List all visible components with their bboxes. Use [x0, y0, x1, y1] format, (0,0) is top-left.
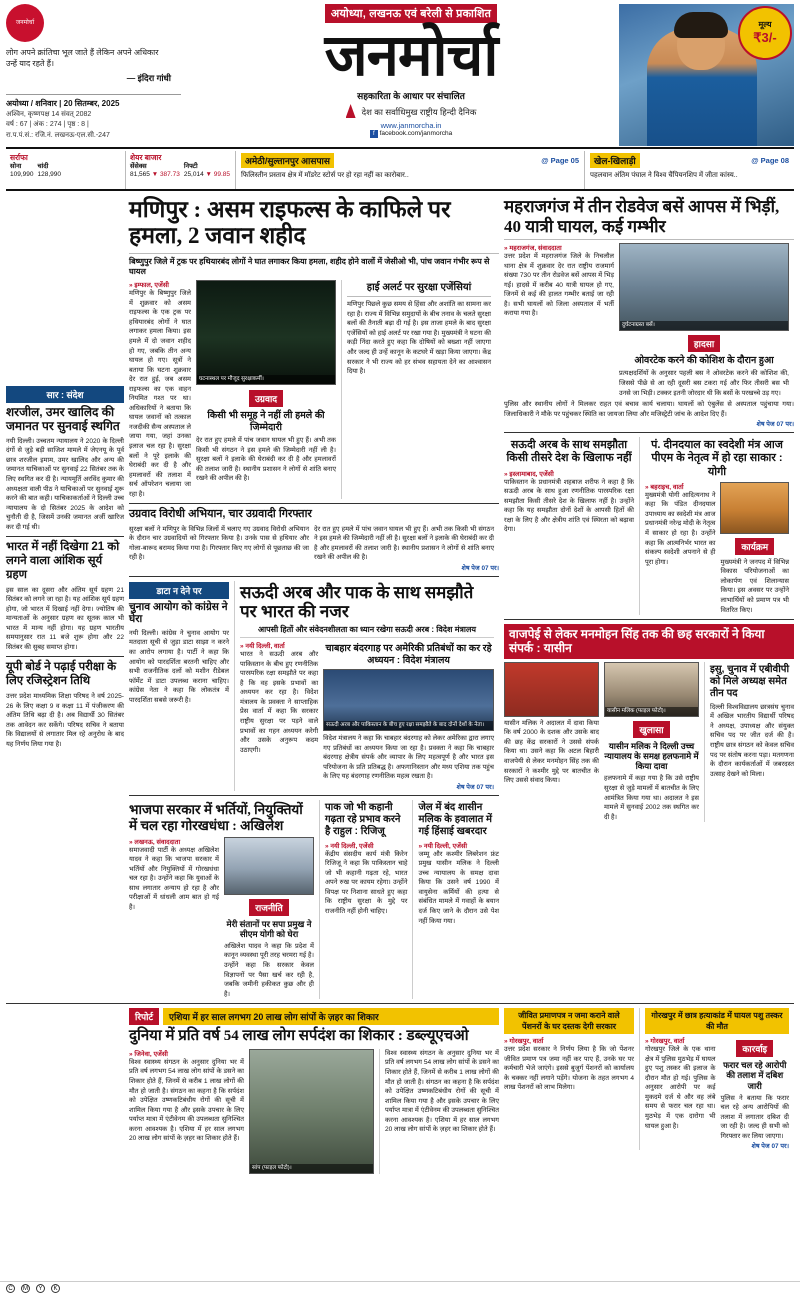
bottom-body: विश्व स्वास्थ्य संगठन के अनुसार दुनिया भर में प्रति वर्ष लगभग 54 लाख लोग सांपों के डसने का शिकार होते हैं, जिनमें से करीब 1 लाख लोगों की मौत हो जाती है। संगठन का कहना है कि सर्पदंश को उपेक्षित उष्णकटिबंधीय रोगों की सूची में शामिल किया गया है और इसके उपचार के लिए पर्याप्त मात्रा में एंटीवेनम की उपलब्धता सुनिश्चित करना आवश्यक है। एशिया में हर साल लगभग 20 लाख लोग सांपों के ज़हर का शिकार होते हैं।: [129, 1058, 244, 1143]
right-byline-1: » इस्लामाबाद, एजेंसी: [504, 470, 554, 478]
bottom-body-cont: विश्व स्वास्थ्य संगठन के अनुसार दुनिया भर में प्रति वर्ष लगभग 54 लाख लोग सांपों के डसने का शिकार होते हैं, जिनमें से करीब 1 लाख लोगों की मौत हो जाती है। संगठन का कहना है कि सर्पदंश को उपेक्षित उष्णकटिबंधीय रोगों की सूची में शामिल किया गया है और इसके उपचार के लिए पर्याप्त मात्रा में एंटीवेनम की उपलब्धता सुनिश्चित करना आवश्यक है। एशिया में हर साल लगभग 20 लाख लोग सांपों के ज़हर का शिकार होते हैं।: [385, 1049, 499, 1134]
right-lower: [504, 624, 794, 822]
ticker-right-page[interactable]: @ Page 08: [751, 156, 789, 165]
midlower-head-left[interactable]: भाजपा सरकार में भर्तियों, नियुक्तियों में चल रहा गोरखधंधा : अखिलेश: [129, 801, 303, 833]
mid-body-left: नयी दिल्ली। कांग्रेस ने चुनाव आयोग पर मतदाता सूची से जुड़ा डाटा साझा न करने का आरोप लगाया है। पार्टी ने कहा कि आयोग को पारदर्शिता बरतनी चाहिए और सभी राजनीतिक दलों को मशीन रीडेबल फॉर्मेट में डाटा उपलब्ध कराना चाहिए। कांग्रेस नेता ने कहा कि लोकतंत्र में पारदर्शिता सबसे जरूरी है।: [129, 629, 229, 704]
rightlower-kicker: खुलासा: [633, 721, 669, 738]
lead-sub2-body: सुरक्षा बलों ने मणिपुर के विभिन्न जिलों में चलाए गए उग्रवाद विरोधी अभियान के दौरान चार उग्रवादियों को गिरफ्तार किया है। उनके पास से हथियार और गोला-बारूद बरामद किया गया है। गिरफ्तार किए गए लोगों से पूछताछ की जा रही है।: [129, 525, 309, 562]
masthead-center: [196, 4, 626, 138]
lead-body: मणिपुर के बिष्णुपुर जिले में शुक्रवार को असम राइफल्स के एक ट्रक पर हथियारबंद लोगों ने घात लगाकर हमला किया। इस हमले में दो जवान शहीद हो गए, जबकि तीन अन्य घायल हो गए। सूत्रों ने बताया कि घटना शुक्रवार देर रात हुई, जब असम राइफल्स का एक वाहन नियमित गश्त पर था। अधिकारियों ने बताया कि घायल जवानों को तत्काल नजदीकी सैन्य अस्पताल ले जाया गया, जहां उनका इलाज चल रहा है। सुरक्षा बलों ने पूरे इलाके की घेराबंदी कर दी है और हमलावरों की तलाश में सर्च ऑपरेशन चलाया जा रहा है।: [129, 290, 192, 498]
rightlower-sub-body: हलफनामे में कहा गया है कि उसे राष्ट्रीय सुरक्षा से जुड़े मामलों में बातचीत के लिए आमंत्रित किया गया था। अदालत ने इस मामले में सुनवाई 2002 तक स्थगित कर दी है।: [604, 775, 699, 821]
page-title: जनमोर्चा: [324, 23, 498, 88]
left-kicker-1: सार : संदेश: [6, 386, 124, 403]
index-item: निफ्टी 25,014 ▼ 99.85: [183, 163, 231, 178]
bottom-col3-byline: » गोरखपुर, वार्ता: [645, 1038, 685, 1046]
mid-block: [129, 581, 499, 791]
mid-body-right: विदेश मंत्रालय ने कहा कि चाबहार बंदरगाह को लेकर अमेरिका द्वारा लगाए गए प्रतिबंधों का अध्ययन किया जा रहा है। प्रवक्ता ने कहा कि चाबहार बंदरगाह क्षेत्रीय संपर्क और व्यापार के लिए महत्वपूर्ण है और भारत इस परियोजना के प्रति प्रतिबद्ध है। अफगानिस्तान और मध्य एशिया तक पहुंच के लिए यह बंदरगाह रणनीतिक महत्व रखता है।: [323, 734, 494, 781]
snake-photo-caption: सांप (फाइल फोटो)।: [250, 1164, 373, 1173]
bottom-kicker: रिपोर्ट: [129, 1008, 159, 1025]
bottom-headline[interactable]: दुनिया में प्रति वर्ष 54 लाख लोग सर्पदंश का शिकार : डब्ल्यूएचओ: [129, 1028, 469, 1045]
facebook-icon: f: [370, 130, 378, 138]
yasin-photo-caption: यासीन मलिक (फाइल फोटो)।: [605, 707, 698, 716]
lead-sub2-body-cont: देर रात हुए हमले में पांच जवान घायल भी हुए हैं। अभी तक किसी भी संगठन ने इस हमले की जिम्मेदारी नहीं ली है। सुरक्षा बलों ने इलाके की घेराबंदी कर दी है और हमलावरों की तलाश जारी है। स्थानीय प्रशासन ने लोगों से शांति बनाए रखने की अपील की है।: [314, 525, 494, 562]
mid-head-left[interactable]: चुनाव आयोग को कांग्रेस ने घेरा: [129, 600, 228, 626]
mid-kicker-left: डाटा न देने पर: [129, 582, 229, 599]
ticker-right-text: पहलवान अंतिम पंघाल ने विश्व चैंपियनशिप में जीता कांस्य..: [590, 172, 738, 179]
bottom-tagline[interactable]: शेष पेज 07 पर।: [751, 1143, 789, 1151]
midlower-byline-mid: » नयी दिल्ली, एजेंसी: [325, 842, 374, 850]
midlower-body-mid2: जम्मू और कश्मीर लिबरेशन फ्रंट प्रमुख यासीन मलिक ने दिल्ली उच्च न्यायालय के समक्ष दावा किया कि उसने वर्ष 1990 में वायुसेना कर्मियों की हत्या से संबंधित मामले में गवाहों के बयान दर्ज किए जाने के दौरान उसे पेश नहीं किया गया।: [418, 850, 499, 925]
left-column: [6, 195, 124, 999]
lead-sub-headline[interactable]: किसी भी समूह ने नहीं ली हमले की जिम्मेदारी: [207, 410, 325, 433]
masthead-sub2: देश का सर्वाधिमुख राष्ट्रीय हिन्दी दैनिक: [361, 106, 477, 117]
right-column: [504, 195, 794, 999]
reg-mark-c: C: [6, 1284, 15, 1293]
masthead-strap: अयोध्या, लखनऊ एवं बरेली से प्रकाशित: [325, 4, 497, 23]
bottom-col3-kicker: कारर्वाइ: [736, 1040, 773, 1057]
mid-photo-caption: सऊदी अरब और पाकिस्तान के बीच हुए रक्षा समझौते के बाद दोनों देशों के नेता।: [324, 721, 493, 730]
masthead-left: [6, 4, 191, 141]
paper-logo-icon: जनमोर्चा: [6, 4, 44, 42]
mid-tagline[interactable]: शेष पेज 07 पर।: [456, 783, 494, 791]
lead-photo: [196, 280, 336, 385]
ticker-mid-page[interactable]: @ Page 05: [541, 156, 579, 165]
masthead-photo: [619, 4, 794, 146]
rightlower-sub-head[interactable]: यासीन मलिक ने दिल्ली उच्च न्यायालय के समक्ष हलफनामे में किया दावा: [604, 740, 699, 772]
ticker-right[interactable]: [584, 151, 794, 189]
rightlower-body-2: दिल्ली विश्वविद्यालय छात्रसंघ चुनाव में अखिल भारतीय विद्यार्थी परिषद ने अध्यक्ष, उपाध्यक्ष और संयुक्त सचिव पद पर जीत दर्ज की है। राष्ट्रीय छात्र संगठन को केवल सचिव पद पर संतोष करना पड़ा। मतगणना के दौरान कार्यकर्ताओं में जबरदस्त उत्साह देखने को मिला।: [710, 703, 794, 778]
bus-photo: [619, 243, 789, 331]
left-body-3: उत्तर प्रदेश माध्यमिक शिक्षा परिषद ने वर्ष 2025-26 के लिए कक्षा 9 व कक्षा 11 में पंजीकरण की अंतिम तिथि बढ़ा दी है। अब विद्यार्थी 30 सितंबर तक आवेदन कर सकेंगे। परिषद सचिव ने बताया कि विद्यालयों से लगातार मिल रहे अनुरोध के बाद यह निर्णय लिया गया है।: [6, 693, 124, 748]
topright-sub-head[interactable]: ओवरटेक करने की कोशिश के दौरान हुआ: [634, 355, 774, 367]
bottom-col2-body: उत्तर प्रदेश सरकार ने निर्णय लिया है कि जो पेंशनर जीवित प्रमाण पत्र जमा नहीं कर पाए हैं, उनके घर पर कर्मचारी भेजे जाएंगे। इससे बुजुर्ग पेंशनरों को कार्यालय के चक्कर नहीं लगाने पड़ेंगे। योजना के तहत लगभग 4 लाख पेंशनरों को लाभ मिलेगा।: [504, 1046, 634, 1092]
lead-box2-head[interactable]: हाई अलर्ट पर सुरक्षा एजेंसियां: [347, 282, 491, 297]
right-byline-2: » बहराइच, वार्ता: [645, 483, 684, 491]
topright-headline[interactable]: महराजगंज में तीन रोडवेज बसें आपस में भिड़ीं, 40 यात्री घायल, कई गम्भीर: [504, 197, 780, 236]
rightlower-banner: वाजपेई से लेकर मनमोहन सिंह तक की छह सरकारों ने किया संपर्क : यासीन: [504, 624, 794, 659]
rate-item: सोना 109,990: [10, 163, 34, 178]
right-body-1: पाकिस्तान के प्रधानमंत्री शहबाज शरीफ ने कहा है कि सऊदी अरब के साथ हुआ रणनीतिक पारस्परिक रक्षा समझौता किसी तीसरे देश के खिलाफ नहीं है। उन्होंने कहा कि यह समझौता दोनों देशों के आपसी हितों की रक्षा के लिए है और क्षेत्रीय शांति एवं स्थिरता को बढ़ावा देगा।: [504, 478, 634, 534]
left-headline-1[interactable]: शरजील, उमर खालिद की जमानत पर सुनवाई स्थगित: [6, 405, 120, 434]
rightlower-body: यासीन मलिक ने अदालत में दावा किया कि वर्ष 2000 के दशक और उसके बाद की छह केंद्र सरकारों ने उससे संपर्क किया था। उसने कहा कि अटल बिहारी वाजपेयी से लेकर मनमोहन सिंह तक की सरकारों ने कश्मीर मुद्दे पर बातचीत के लिए उससे संवाद किया।: [504, 719, 599, 785]
midlower-head-mid2[interactable]: जेल में बंद शासीन मलिक के हवालात में गई हिंसाई खबरदार: [418, 801, 493, 837]
masthead-quote: लोग अपने क्रांतिचा भूल जाते हैं लेकिन अपने अधिकार उन्हें याद रहते हैं।: [6, 48, 159, 68]
middle-column: [129, 195, 499, 999]
midlower-sub-head-left[interactable]: मेरी संतानों पर सपा प्रमुख ने सीएम योगी को घेरा: [226, 918, 312, 939]
flame-icon: [346, 104, 356, 118]
topright-tagline[interactable]: शेष पेज 07 पर।: [756, 421, 794, 429]
left-headline-3[interactable]: यूपी बोर्ड ने पढ़ाई परीक्षा के लिए रजिस्ट्रेशन तिथि: [6, 661, 117, 688]
dateline-panchang: अश्विन, कृष्णपक्ष 14 संवत् 2082: [6, 110, 92, 118]
lead-sub2-headline[interactable]: उग्रवाद विरोधी अभियान, चार उग्रवादी गिरफ्तार: [129, 508, 312, 521]
mid-lower: [129, 800, 499, 1000]
left-body-2: इस साल का दूसरा और अंतिम सूर्य ग्रहण 21 सितंबर को लगने जा रहा है। यह आंशिक सूर्य ग्रहण होगा, जो भारत में दिखाई नहीं देगा। ज्योतिष की मान्यताओं के अनुसार ग्रहण का सूतक काल भी भारत में मान्य नहीं होगा। यह ग्रहण भारतीय समयानुसार रात 11 बजे शुरू होगा और 22 सितंबर की सुबह समाप्त होगा।: [6, 586, 124, 651]
topright-kicker: हादसा: [688, 335, 720, 352]
ticker-mid[interactable]: [236, 151, 584, 189]
index-item: सेंसेक्स 81,565 ▼ 387.73: [130, 163, 180, 178]
lead-box2-body: मणिपुर पिछले कुछ समय से हिंसा और अशांति का सामना कर रहा है। राज्य में विभिन्न समुदायों के बीच तनाव के चलते सुरक्षा बलों की तैनाती बढ़ा दी गई है। इस ताजा हमले के बाद सुरक्षा एजेंसियों को हाई अलर्ट पर रखा गया है। मुख्यमंत्री ने घटना की कड़ी निंदा करते हुए कहा कि दोषियों को बख्शा नहीं जाएगा और जल्द ही उन्हें कानून के कटघरे में खड़ा किया जाएगा। केंद्र सरकार ने भी राज्य को हर संभव सहायता देने का आश्वासन दिया है।: [347, 301, 491, 376]
athlete-hair: [674, 12, 728, 38]
bottom-left: [129, 1008, 499, 1174]
bottom-right: [504, 1008, 794, 1174]
snake-photo: [249, 1049, 374, 1174]
bottom-section: [6, 1008, 794, 1174]
midlower-body-left: समाजवादी पार्टी के अध्यक्ष अखिलेश यादव ने कहा कि भाजपा सरकार में भर्तियों और नियुक्तियों में गोरखधंधा चल रहा है। उन्होंने कहा कि युवाओं के साथ लगातार अन्याय हो रहा है और परीक्षाओं में धांधली आम बात हो गई है।: [129, 846, 219, 911]
bottom-col2-byline: » गोरखपुर, वार्ता: [504, 1038, 544, 1046]
masthead-quote-author: — इंदिरा गांधी: [126, 72, 171, 83]
mid-deck-center: आपसी हितों और संवेदनशीलता का ध्यान रखेगा सऊदी अरब : विदेश मंत्रालय: [240, 625, 494, 638]
registration-marks: [0, 1281, 800, 1295]
lead-sub-kicker: उग्रवाद: [249, 390, 283, 407]
midlower-kicker-left: राजनीति: [249, 899, 288, 916]
right-body-2b: मुख्यमंत्री ने जनपद में विभिन्न विकास परियोजनाओं का लोकार्पण एवं शिलान्यास किया। इस अवसर पर उन्होंने लाभार्थियों को प्रमाण पत्र भी वितरित किए।: [720, 558, 789, 614]
mid-body-center: भारत ने सऊदी अरब और पाकिस्तान के बीच हुए रणनीतिक पारस्परिक रक्षा समझौते पर कहा है कि वह इसके प्रभावों का अध्ययन कर रहा है। विदेश मंत्रालय के प्रवक्ता ने साप्ताहिक प्रेस वार्ता में कहा कि सरकार राष्ट्रीय सुरक्षा पर पड़ने वाले प्रभावों का गहन अध्ययन करेगी और उसके अनुरूप कदम उठाएगी।: [240, 651, 319, 754]
bus-photo-caption: दुर्घटनाग्रस्त बसें।: [620, 321, 788, 330]
reg-mark-k: K: [51, 1284, 60, 1293]
mid-head-center[interactable]: सऊदी अरब और पाक के साथ समझौते पर भारत की नजर: [240, 582, 474, 622]
akhilesh-photo: [224, 837, 314, 895]
masthead-dateline: [6, 94, 181, 142]
lead-sub-body: देर रात हुए हमले में पांच जवान घायल भी हुए हैं। अभी तक किसी भी संगठन ने इस हमले की जिम्मेदारी नहीं ली है। सुरक्षा बलों ने इलाके की घेराबंदी कर दी है और हमलावरों की तलाश जारी है। स्थानीय प्रशासन ने लोगों से शांति बनाए रखने की अपील की है।: [196, 437, 336, 483]
reg-mark-m: M: [23, 1285, 28, 1292]
mid-photo: [323, 669, 494, 731]
right-block: [504, 437, 794, 615]
masthead: [6, 4, 794, 149]
dateline-city: अयोध्या / शनिवार | 20 सितम्बर, 2025: [6, 98, 120, 108]
topright-byline: » महराजगंज, संवाददाता: [504, 245, 562, 253]
midlower-byline-mid2: » नयी दिल्ली, एजेंसी: [418, 842, 468, 850]
masthead-sub: सहकारिता के आधार पर संचालित: [357, 91, 465, 101]
left-headline-2[interactable]: भारत में नहीं दिखेगा 21 को लगने वाला आंशिक सूर्य ग्रहण: [6, 541, 120, 581]
bottom-banner: एशिया में हर साल लगभग 20 लाख लोग सांपों के ज़हर का शिकार: [163, 1008, 499, 1025]
ticker-mid-head: अमेठी/सुल्तानपुर आसपास: [241, 153, 334, 168]
dateline-volume: वर्ष : 67 | अंक : 274 | पृष्ठ : 8 |: [6, 121, 89, 129]
rightlower-head-2[interactable]: इसु, चुनाव में एबीवीपी को मिले अध्यक्ष समेत तीन पद: [710, 663, 790, 699]
lead-photo-caption: घटनास्थल पर मौजूद सुरक्षाकर्मी।: [197, 375, 335, 384]
left-body-1: नयी दिल्ली। उच्चतम न्यायालय ने 2020 के दिल्ली दंगों से जुड़े बड़ी साजिश मामले में जेएनयू के पूर्व छात्र शरजील इमाम, उमर खालिद और अन्य की जमानत याचिकाओं पर सुनवाई 22 सितंबर तक के लिए स्थगित कर दी है। न्यायमूर्ति अरविंद कुमार की अध्यक्षता वाली पीठ ने याचिकाओं पर सुनवाई शुरू करने की बात कही। याचिकाकर्ताओं ने दिल्ली उच्च न्यायालय के दो सितंबर 2025 के आदेश को चुनौती दी है, जिसमें उनकी जमानत अर्जी खारिज कर दी गई थी।: [6, 437, 124, 531]
reg-mark-y: Y: [36, 1284, 45, 1293]
rate-item: चांदी 128,990: [37, 163, 61, 178]
facebook-link[interactable]: f facebook.com/janmorcha: [196, 130, 626, 138]
traffic-sign-photo: [504, 662, 599, 717]
bottom-col3-sub-body: पुलिस ने बताया कि फरार चल रहे अन्य आरोपियों की तलाश में लगातार दबिश दी जा रही है। जल्द ही सभी को गिरफ्तार कर लिया जाएगा।: [720, 1094, 789, 1140]
right-kicker-2: कार्यक्रम: [735, 538, 774, 555]
midlower-sub-body-left: अखिलेश यादव ने कहा कि प्रदेश में कानून व्यवस्था पूरी तरह चरमरा गई है। उन्होंने कहा कि सरकार केवल विज्ञापनों पर पैसा खर्च कर रही है, जबकि जमीनी हकीकत कुछ और ही है।: [224, 942, 314, 998]
bottom-col3-sub-head[interactable]: फरार चल रहे आरोपी की तलाश में दबिश जारी: [723, 1060, 787, 1091]
right-body-2: मुख्यमंत्री योगी आदित्यनाथ ने कहा कि पंडित दीनदयाल उपाध्याय का स्वदेशी मंत्र आज प्रधानमंत्री नरेन्द्र मोदी के नेतृत्व में साकार हो रहा है। उन्होंने कहा कि आत्मनिर्भर भारत का संकल्प स्वदेशी अपनाने से ही पूरा होगा।: [645, 491, 716, 566]
bottom-col3-body: गोरखपुर जिले के एक थाना क्षेत्र में पुलिस मुठभेड़ में घायल हुए पशु तस्कर की इलाज के दौरान मौत हो गई। पुलिस के अनुसार आरोपी पर कई मुकदमे दर्ज थे और वह लंबे समय से फरार चल रहा था। मुठभेड़ में एक दारोगा भी घायल हुआ है।: [645, 1046, 716, 1130]
mid-byline-center: » नयी दिल्ली, वार्ता: [240, 643, 285, 651]
ticker-bar: [6, 151, 794, 191]
right-head-1[interactable]: सऊदी अरब के साथ समझौता किसी तीसरे देश के खिलाफ नहीं: [506, 439, 632, 465]
lead-deck: बिष्णुपुर जिले में ट्रक पर हथियारबंद लोगों ने घात लगाकर किया हमला, शहीद होने वालों में जेसीओ भी, पांच जवान गंभीर रूप से घायल: [129, 256, 490, 276]
topright-body: उत्तर प्रदेश में महराजगंज जिले के निचलौल थाना क्षेत्र में शुक्रवार देर रात राष्ट्रीय राजमार्ग संख्या 730 पर तीन रोडवेज बसें आपस में भिड़ गईं। हादसे में करीब 40 यात्री घायल हो गए, जिनमें से कई की हालत गम्भीर बताई जा रही है। सभी घायलों को जिला अस्पताल में भर्ती कराया गया है।: [504, 253, 614, 318]
ticker-mid-text: फिलिस्तीन प्रस्ताव क्षेत्र में मॉडरेट स्टोर्स पर हो रहा नहीं का कारोबार..: [241, 172, 409, 179]
midlower-head-mid[interactable]: पाक जो भी कहानी गढ़ता रहे प्रभाव करने है राहुल : रिजिजू: [325, 801, 401, 837]
share-rates: शेयर बाजार सेंसेक्स 81,565 ▼ 387.73 निफ्टी 25,014 ▼ 99.85: [126, 151, 236, 189]
lead-body-area: [129, 280, 499, 499]
bottom-col3-head: गोरखपुर में छात्र हत्याकांड में घायल पशु तस्कर की मौत: [645, 1008, 789, 1034]
price-badge: मूल्य ₹3/-: [738, 6, 792, 60]
lead-headline[interactable]: मणिपुर : असम राइफल्स के काफिले पर हमला, 2 जवान शहीद: [129, 197, 451, 248]
main-grid: [6, 195, 794, 999]
lead-tagline[interactable]: शेष पेज 07 पर।: [461, 564, 499, 572]
dateline-rni: रा.प.पं.सं.: रजि.नं. लखनऊ-एल.सी.-247: [6, 131, 110, 139]
ticker-right-head: खेल-खिलाड़ी: [590, 153, 640, 168]
bottom-byline: » जिनेवा, एजेंसी: [129, 1050, 168, 1058]
mid-head-right[interactable]: चाबहार बंदरगाह पर अमेरिकी प्रतिबंधों का कर रहे अध्ययन : विदेश मंत्रालय: [325, 643, 492, 666]
midlower-byline-left: » लखनऊ, संवाददाता: [129, 838, 181, 846]
topright-sub2-body: पुलिस और स्थानीय लोगों ने मिलकर राहत एवं बचाव कार्य चलाया। घायलों को एंबुलेंस से अस्पताल पहुंचाया गया। जिलाधिकारी ने मौके पर पहुंचकर स्थिति का जायजा लिया और मजिस्ट्रेटी जांच के आदेश दिए हैं।: [504, 401, 794, 418]
bottom-col2-head: जीवित प्रमाणपत्र न जमा कराने वाले पेंशनरों के घर दस्तक देगी सरकार: [504, 1008, 634, 1034]
yogi-photo: [720, 482, 789, 534]
topright-sub-body: प्रत्यक्षदर्शियों के अनुसार पहली बस ने ओवरटेक करने की कोशिश की, जिससे पीछे से आ रही दूसरी बस टकरा गई और फिर तीसरी बस भी उनसे जा भिड़ी। टक्कर इतनी जोरदार थी कि बसों के परखच्चे उड़ गए।: [619, 370, 789, 397]
lead-byline: » इम्फाल, एजेंसी: [129, 282, 169, 290]
gold-rates: सर्राफा सोना 109,990 चांदी 128,990: [6, 151, 126, 189]
right-head-2[interactable]: पं. दीनदयाल का स्वदेशी मंत्र आज पीएम के नेतृत्व में हो रहा साकार : योगी: [651, 439, 783, 478]
midlower-body-mid: केंद्रीय संसदीय कार्य मंत्री किरेन रिजिजू ने कहा कि पाकिस्तान चाहे जो भी कहानी गढ़ता रहे, भारत अपने रुख पर कायम रहेगा। उन्होंने विपक्ष पर निशाना साधते हुए कहा कि राष्ट्रीय सुरक्षा के मुद्दे पर राजनीति नहीं होनी चाहिए।: [325, 850, 408, 915]
yasin-photo: [604, 662, 699, 717]
website-link[interactable]: www.janmorcha.in: [380, 121, 442, 130]
